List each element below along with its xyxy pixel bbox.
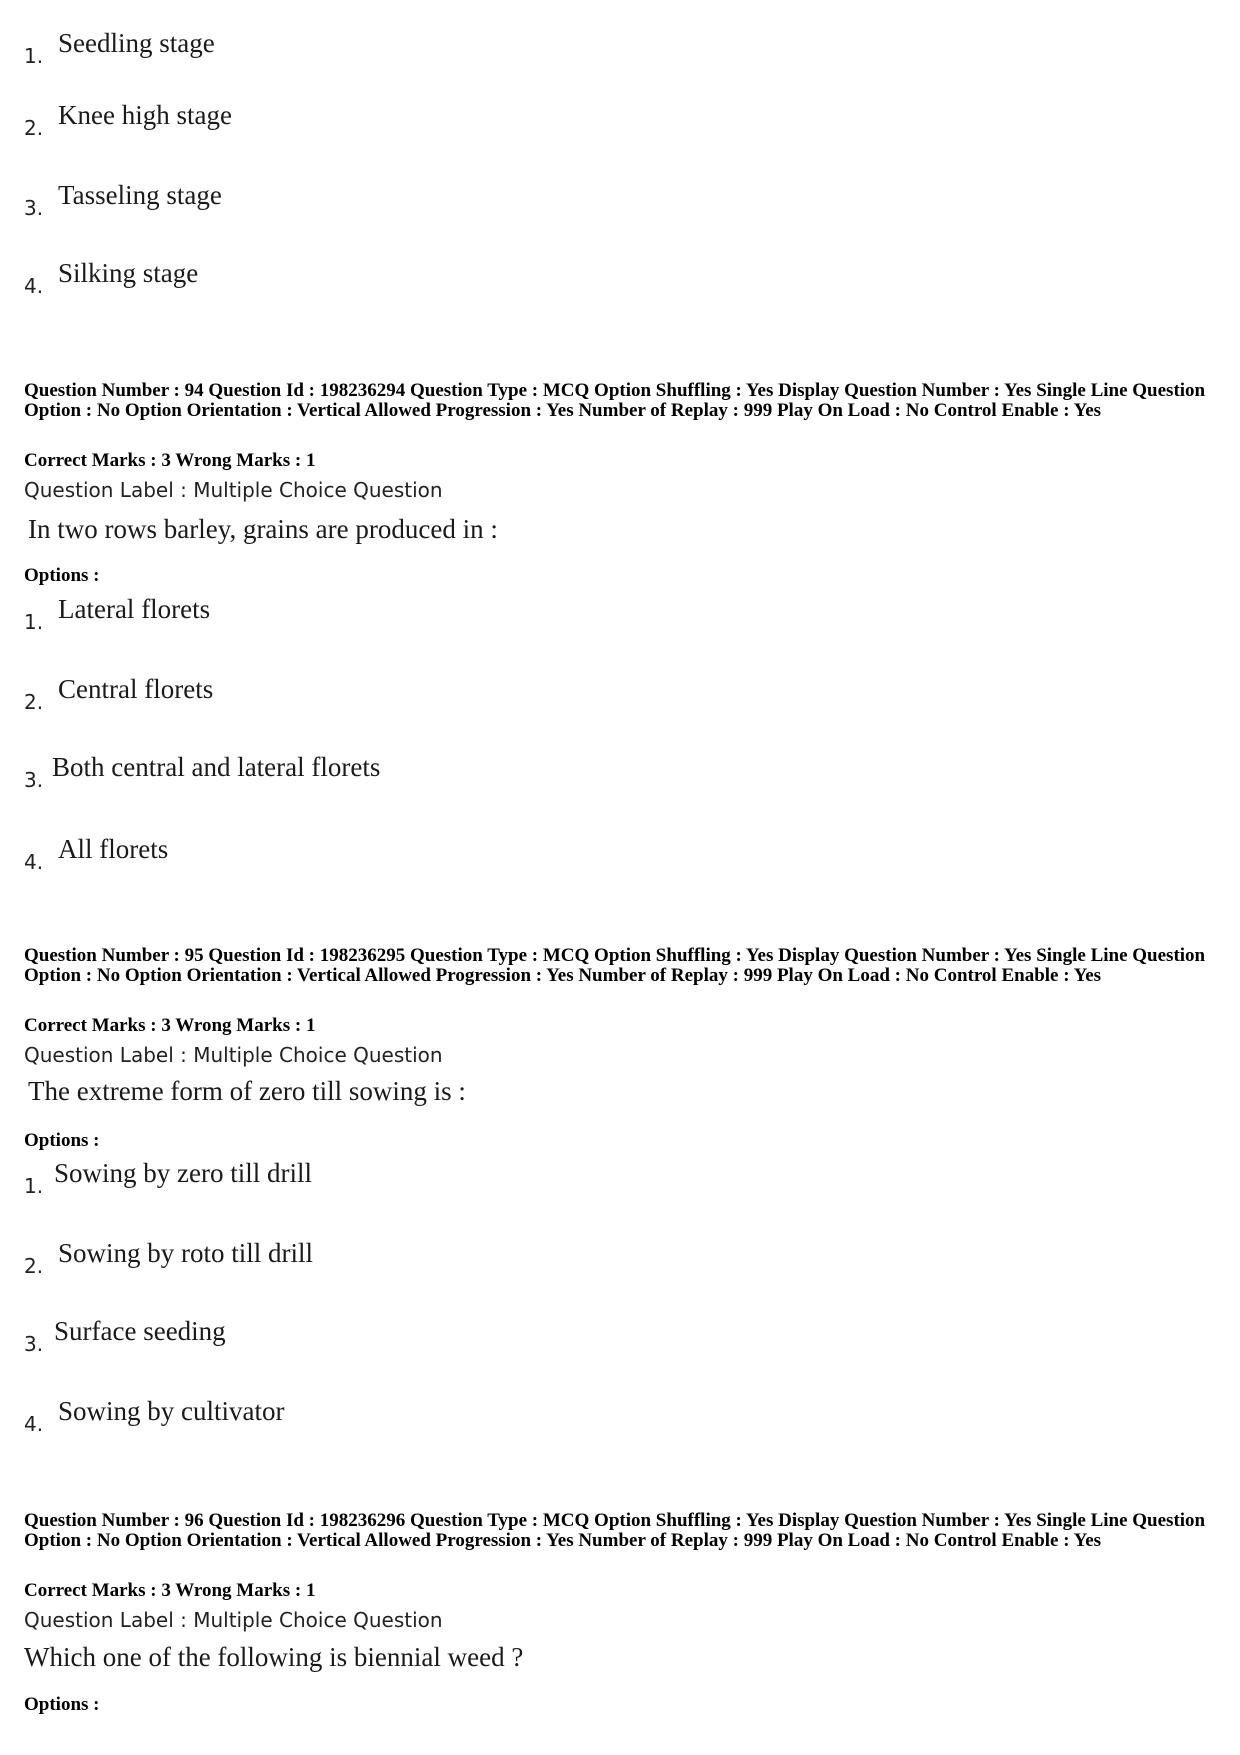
option-text: Lateral florets [58,594,211,624]
option-number: 3. [24,196,44,220]
option-number: 1. [24,44,44,68]
option-text: Tasseling stage [58,180,222,210]
option-number: 1. [24,1174,44,1198]
option-number: 1. [24,610,44,634]
question-marks: Correct Marks : 3 Wrong Marks : 1 [24,1015,316,1036]
option-text: Central florets [58,674,214,704]
option-text: Knee high stage [58,100,232,130]
question-label: Question Label : Multiple Choice Question [24,478,443,502]
question-text: In two rows barley, grains are produced in : [28,514,498,544]
option-number: 4. [24,1412,44,1436]
question-marks: Correct Marks : 3 Wrong Marks : 1 [24,450,316,471]
option-number: 2. [24,690,44,714]
question-label: Question Label : Multiple Choice Question [24,1043,443,1067]
question-text: Which one of the following is biennial weed ? [24,1642,524,1672]
options-label: Options : [24,1694,100,1715]
question-marks: Correct Marks : 3 Wrong Marks : 1 [24,1580,316,1601]
question-metadata: Question Number : 95 Question Id : 198236295 Question Type : MCQ Option Shuffling : Yes Display Question Number : Yes Single Line Question Option : No Option Orientation : Vertical Allowed Progression : Yes Number of Replay : 999 Play On Load : No Control Enable : Yes [24,945,1206,986]
option-text: Surface seeding [54,1316,226,1346]
option-number: 4. [24,850,44,874]
option-number: 3. [24,768,44,792]
options-label: Options : [24,1130,100,1151]
option-text: Sowing by cultivator [58,1396,285,1426]
question-metadata: Question Number : 96 Question Id : 198236296 Question Type : MCQ Option Shuffling : Yes Display Question Number : Yes Single Line Question Option : No Option Orientation : Vertical Allowed Progression : Yes Number of Replay : 999 Play On Load : No Control Enable : Yes [24,1510,1206,1551]
question-label: Question Label : Multiple Choice Question [24,1608,443,1632]
option-number: 4. [24,274,44,298]
question-text: The extreme form of zero till sowing is : [28,1076,466,1106]
question-metadata: Question Number : 94 Question Id : 198236294 Question Type : MCQ Option Shuffling : Yes Display Question Number : Yes Single Line Question Option : No Option Orientation : Vertical Allowed Progression : Yes Number of Replay : 999 Play On Load : No Control Enable : Yes [24,380,1206,421]
options-label: Options : [24,565,100,586]
option-text: Silking stage [58,258,199,288]
option-number: 2. [24,1254,44,1278]
option-number: 3. [24,1332,44,1356]
option-text: Sowing by roto till drill [58,1238,314,1268]
option-text: All florets [58,834,169,864]
option-number: 2. [24,116,44,140]
option-text: Both central and lateral florets [52,752,381,782]
option-text: Sowing by zero till drill [54,1158,312,1188]
option-text: Seedling stage [58,28,215,58]
